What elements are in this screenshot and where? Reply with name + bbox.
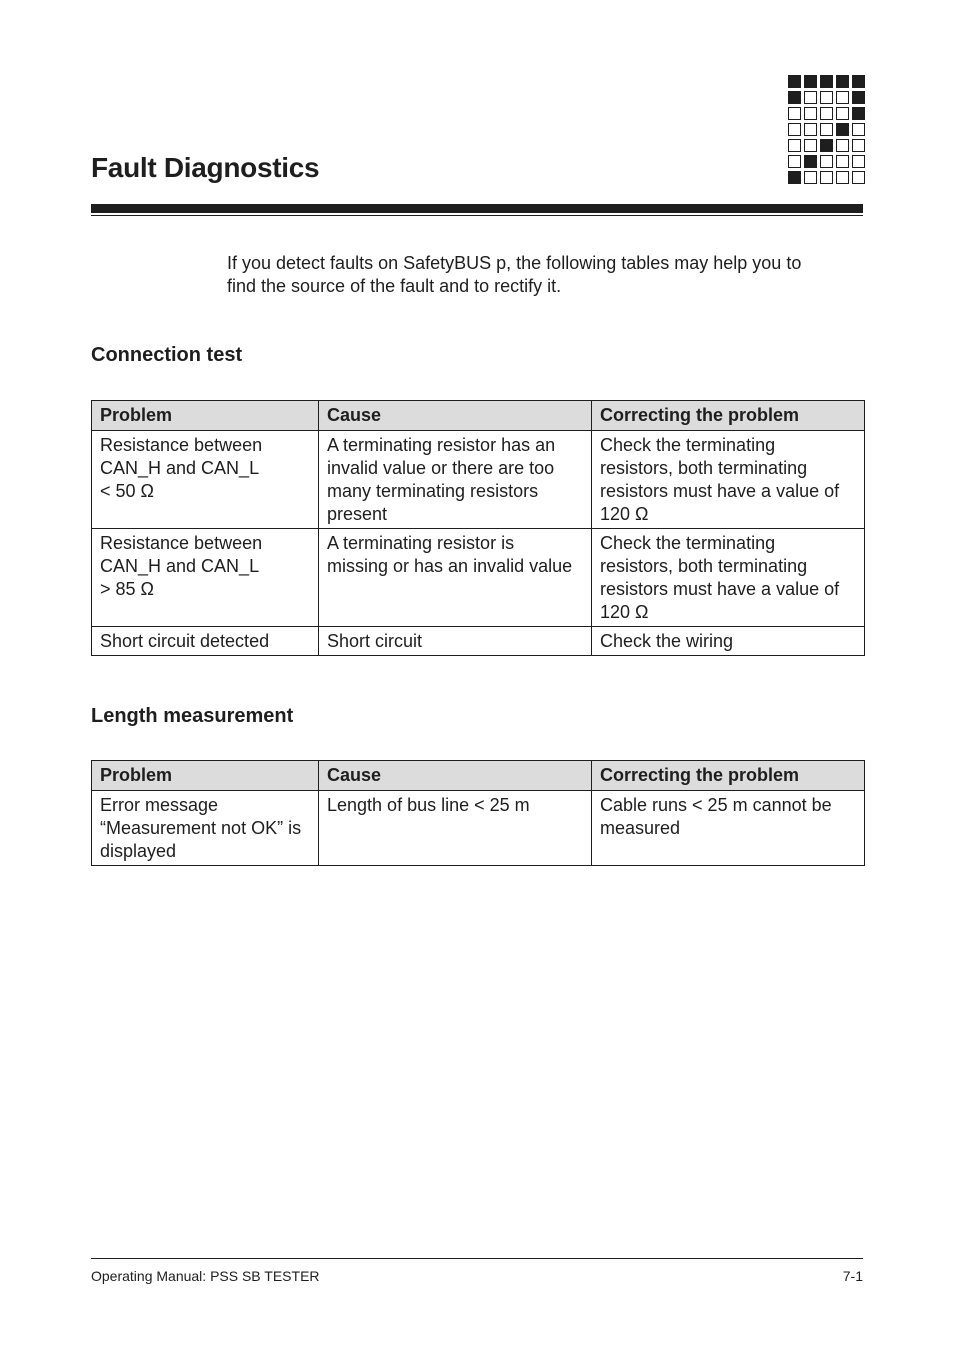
table-header-row: [92, 761, 865, 791]
cell-line: Length of bus line < 25 m: [327, 795, 530, 815]
cause-cell: [319, 627, 592, 656]
logo-square: [820, 91, 833, 104]
correction-cell: [592, 627, 865, 656]
logo-square: [820, 75, 833, 88]
cell-line: resistors, both terminating: [600, 458, 808, 478]
cell-line: invalid value or there are too: [327, 458, 555, 478]
cell-line: displayed: [100, 841, 177, 861]
cell-line: “Measurement not OK” is: [100, 818, 302, 838]
page-title: Fault Diagnostics: [91, 152, 320, 183]
table-row: [92, 431, 865, 529]
footer-manual-title: Operating Manual: PSS SB TESTER: [91, 1268, 320, 1284]
cell-line: CAN_H and CAN_L: [100, 556, 260, 576]
logo-square: [852, 75, 865, 88]
logo-square: [836, 155, 849, 168]
logo-square: [788, 91, 801, 104]
logo-square: [788, 123, 801, 136]
logo-square: [836, 139, 849, 152]
company-logo: [788, 75, 864, 183]
logo-square: [804, 123, 817, 136]
logo-square: [852, 123, 865, 136]
cell-line: resistors, both terminating: [600, 556, 808, 576]
footer-rule: [91, 1258, 863, 1259]
title-rule-thin: [91, 215, 863, 216]
logo-square: [820, 139, 833, 152]
logo-square: [804, 171, 817, 184]
cell-line: < 50 Ω: [100, 481, 154, 501]
correction-cell: [592, 791, 865, 866]
logo-square: [852, 91, 865, 104]
logo-square: [820, 107, 833, 120]
length-measurement-table: [91, 760, 865, 866]
logo-square: [836, 107, 849, 120]
column-header-correcting: Correcting the problem: [592, 761, 865, 791]
correction-cell: [592, 529, 865, 627]
table-row: [92, 529, 865, 627]
logo-square: [852, 155, 865, 168]
logo-square: [820, 155, 833, 168]
problem-cell: [92, 431, 319, 529]
correction-cell: [592, 431, 865, 529]
logo-square: [788, 139, 801, 152]
logo-square: [820, 171, 833, 184]
logo-square: [804, 107, 817, 120]
column-header-correcting: Correcting the problem: [592, 401, 865, 431]
connection-test-body: [92, 431, 865, 656]
cause-cell: [319, 791, 592, 866]
cell-line: resistors must have a value of: [600, 579, 840, 599]
logo-square: [788, 171, 801, 184]
section-title-connection-test: Connection test: [91, 344, 243, 366]
cell-line: many terminating resistors: [327, 481, 539, 501]
column-header-cause: Cause: [319, 761, 592, 791]
cell-line: Cable runs < 25 m cannot be: [600, 795, 832, 815]
intro-paragraph: [227, 252, 867, 298]
intro-line: If you detect faults on SafetyBUS p, the following tables may help you to: [227, 253, 802, 273]
cause-cell: [319, 529, 592, 627]
cause-cell: [319, 431, 592, 529]
footer-page-number: 7-1: [842, 1268, 863, 1284]
problem-cell: [92, 791, 319, 866]
column-header-problem: Problem: [92, 401, 319, 431]
cell-line: CAN_H and CAN_L: [100, 458, 260, 478]
length-measurement-body: [92, 791, 865, 866]
cell-line: Error message: [100, 795, 219, 815]
logo-square: [804, 155, 817, 168]
cell-line: A terminating resistor has an: [327, 435, 556, 455]
logo-square: [804, 91, 817, 104]
cell-line: A terminating resistor is: [327, 533, 515, 553]
column-header-problem: Problem: [92, 761, 319, 791]
logo-square: [804, 139, 817, 152]
cell-line: Short circuit detected: [100, 631, 270, 651]
table-row: [92, 791, 865, 866]
cell-line: missing or has an invalid value: [327, 556, 573, 576]
cell-line: measured: [600, 818, 681, 838]
cell-line: Check the terminating: [600, 533, 776, 553]
logo-square: [836, 171, 849, 184]
cell-line: 120 Ω: [600, 602, 649, 622]
logo-square: [836, 123, 849, 136]
logo-square: [804, 75, 817, 88]
intro-line: find the source of the fault and to rectify it.: [227, 276, 562, 296]
logo-square: [788, 155, 801, 168]
cell-line: Check the wiring: [600, 631, 734, 651]
cell-line: resistors must have a value of: [600, 481, 840, 501]
cell-line: Short circuit: [327, 631, 423, 651]
logo-square: [852, 107, 865, 120]
connection-test-table: [91, 400, 865, 656]
table-header-row: [92, 401, 865, 431]
cell-line: 120 Ω: [600, 504, 649, 524]
title-rule-thick: [91, 204, 863, 213]
problem-cell: [92, 627, 319, 656]
cell-line: present: [327, 504, 388, 524]
logo-square: [836, 75, 849, 88]
column-header-cause: Cause: [319, 401, 592, 431]
logo-square: [852, 171, 865, 184]
cell-line: Resistance between: [100, 533, 263, 553]
logo-square: [836, 91, 849, 104]
section-title-length-measurement: Length measurement: [91, 705, 294, 727]
table-row: [92, 627, 865, 656]
problem-cell: [92, 529, 319, 627]
cell-line: Check the terminating: [600, 435, 776, 455]
logo-square: [852, 139, 865, 152]
cell-line: Resistance between: [100, 435, 263, 455]
cell-line: > 85 Ω: [100, 579, 154, 599]
logo-square: [788, 75, 801, 88]
logo-square: [820, 123, 833, 136]
logo-square: [788, 107, 801, 120]
